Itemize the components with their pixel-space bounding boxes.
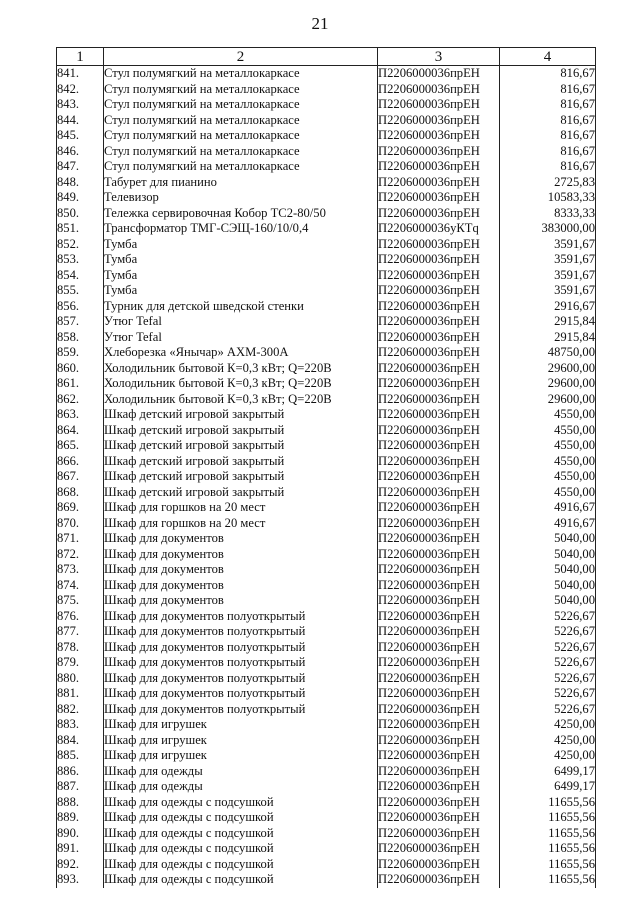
item-price: 4250,00 (500, 748, 596, 764)
item-name: Стул полумягкий на металлокаркасе (104, 128, 378, 144)
item-name: Тумба (104, 237, 378, 253)
item-price: 6499,17 (500, 764, 596, 780)
row-number: 859. (57, 345, 104, 361)
item-code: П2206000036прЕН (378, 454, 500, 470)
item-price: 5226,67 (500, 702, 596, 718)
row-number: 877. (57, 624, 104, 640)
column-header-price: 4 (500, 48, 596, 66)
item-price: 816,67 (500, 66, 596, 82)
item-name: Шкаф для документов (104, 578, 378, 594)
item-price: 4916,67 (500, 516, 596, 532)
item-code: П2206000036прЕН (378, 593, 500, 609)
item-price: 5040,00 (500, 578, 596, 594)
item-name: Стул полумягкий на металлокаркасе (104, 144, 378, 160)
row-number: 851. (57, 221, 104, 237)
item-code: П2206000036прЕН (378, 624, 500, 640)
item-code: П2206000036прЕН (378, 252, 500, 268)
table-row (57, 361, 596, 377)
item-name: Тумба (104, 283, 378, 299)
item-code: П2206000036прЕН (378, 299, 500, 315)
item-price: 2916,67 (500, 299, 596, 315)
row-number: 872. (57, 547, 104, 563)
item-name: Шкаф для документов (104, 593, 378, 609)
item-code: П2206000036прЕН (378, 733, 500, 749)
table-row (57, 841, 596, 857)
table-row (57, 578, 596, 594)
row-number: 857. (57, 314, 104, 330)
row-number: 885. (57, 748, 104, 764)
table-row (57, 733, 596, 749)
table-row (57, 593, 596, 609)
row-number: 841. (57, 66, 104, 82)
item-price: 5040,00 (500, 531, 596, 547)
item-name: Шкаф для одежды с подсушкой (104, 810, 378, 826)
row-number: 871. (57, 531, 104, 547)
item-code: П2206000036прЕН (378, 345, 500, 361)
item-name: Шкаф для документов полуоткрытый (104, 624, 378, 640)
table-row (57, 469, 596, 485)
row-number: 867. (57, 469, 104, 485)
row-number: 863. (57, 407, 104, 423)
table-row (57, 330, 596, 346)
item-name: Шкаф для горшков на 20 мест (104, 516, 378, 532)
table-row (57, 423, 596, 439)
row-number: 890. (57, 826, 104, 842)
item-name: Шкаф для игрушек (104, 733, 378, 749)
row-number: 879. (57, 655, 104, 671)
table-row (57, 283, 596, 299)
table-row (57, 826, 596, 842)
row-number: 873. (57, 562, 104, 578)
table-row (57, 252, 596, 268)
item-name: Шкаф для одежды с подсушкой (104, 795, 378, 811)
table-row (57, 206, 596, 222)
item-price: 3591,67 (500, 237, 596, 253)
row-number: 846. (57, 144, 104, 160)
item-code: П2206000036прЕН (378, 609, 500, 625)
item-price: 4916,67 (500, 500, 596, 516)
table-row (57, 438, 596, 454)
table-row (57, 748, 596, 764)
table-row (57, 407, 596, 423)
item-code: П2206000036прЕН (378, 144, 500, 160)
row-number: 891. (57, 841, 104, 857)
item-name: Шкаф детский игровой закрытый (104, 454, 378, 470)
table-row (57, 144, 596, 160)
row-number: 874. (57, 578, 104, 594)
item-code: П2206000036прЕН (378, 500, 500, 516)
row-number: 853. (57, 252, 104, 268)
item-name: Шкаф для одежды с подсушкой (104, 857, 378, 873)
row-number: 855. (57, 283, 104, 299)
item-code: П2206000036прЕН (378, 841, 500, 857)
item-price: 5226,67 (500, 624, 596, 640)
item-code: П2206000036прЕН (378, 283, 500, 299)
row-number: 866. (57, 454, 104, 470)
table-row (57, 686, 596, 702)
item-code: П2206000036прЕН (378, 268, 500, 284)
item-name: Стул полумягкий на металлокаркасе (104, 113, 378, 129)
table-row (57, 128, 596, 144)
item-name: Турник для детской шведской стенки (104, 299, 378, 315)
row-number: 847. (57, 159, 104, 175)
item-name: Трансформатор ТМГ-СЭЩ-160/10/0,4 (104, 221, 378, 237)
item-code: П2206000036прЕН (378, 330, 500, 346)
table-row (57, 702, 596, 718)
item-price: 3591,67 (500, 283, 596, 299)
table-row (57, 314, 596, 330)
item-code: П2206000036прЕН (378, 640, 500, 656)
row-number: 893. (57, 872, 104, 888)
item-price: 4250,00 (500, 733, 596, 749)
item-code: П2206000036прЕН (378, 702, 500, 718)
item-name: Холодильник бытовой К=0,3 кВт; Q=220В (104, 361, 378, 377)
item-name: Шкаф для одежды с подсушкой (104, 841, 378, 857)
item-code: П2206000036прЕН (378, 438, 500, 454)
item-name: Шкаф для документов полуоткрытый (104, 640, 378, 656)
item-code: П2206000036прЕН (378, 97, 500, 113)
table-row (57, 175, 596, 191)
row-number: 861. (57, 376, 104, 392)
item-code: П2206000036прЕН (378, 779, 500, 795)
table-row (57, 810, 596, 826)
item-code: П2206000036прЕН (378, 748, 500, 764)
item-code: П2206000036прЕН (378, 578, 500, 594)
row-number: 876. (57, 609, 104, 625)
item-code: П2206000036прЕН (378, 128, 500, 144)
item-code: П2206000036прЕН (378, 717, 500, 733)
table-row (57, 221, 596, 237)
table-row (57, 872, 596, 888)
table-row (57, 237, 596, 253)
row-number: 886. (57, 764, 104, 780)
item-code: П2206000036прЕН (378, 190, 500, 206)
row-number: 880. (57, 671, 104, 687)
item-price: 4550,00 (500, 407, 596, 423)
item-code: П2206000036прЕН (378, 66, 500, 82)
item-price: 2725,83 (500, 175, 596, 191)
item-code: П2206000036прЕН (378, 562, 500, 578)
item-code: П2206000036прЕН (378, 82, 500, 98)
item-price: 3591,67 (500, 268, 596, 284)
item-price: 11655,56 (500, 857, 596, 873)
item-code: П2206000036прЕН (378, 469, 500, 485)
table-row (57, 376, 596, 392)
item-name: Шкаф для документов (104, 562, 378, 578)
column-header-code: 3 (378, 48, 500, 66)
item-name: Шкаф детский игровой закрытый (104, 469, 378, 485)
table-row (57, 190, 596, 206)
item-code: П2206000036прЕН (378, 516, 500, 532)
item-price: 5226,67 (500, 686, 596, 702)
table-row (57, 609, 596, 625)
item-price: 8333,33 (500, 206, 596, 222)
row-number: 888. (57, 795, 104, 811)
item-name: Холодильник бытовой К=0,3 кВт; Q=220В (104, 392, 378, 408)
item-price: 816,67 (500, 159, 596, 175)
item-name: Шкаф детский игровой закрытый (104, 438, 378, 454)
item-name: Утюг Tefal (104, 314, 378, 330)
row-number: 845. (57, 128, 104, 144)
row-number: 844. (57, 113, 104, 129)
table-row (57, 671, 596, 687)
row-number: 865. (57, 438, 104, 454)
table-row (57, 857, 596, 873)
column-header-number: 1 (57, 48, 104, 66)
item-price: 11655,56 (500, 795, 596, 811)
row-number: 884. (57, 733, 104, 749)
row-number: 883. (57, 717, 104, 733)
item-price: 816,67 (500, 82, 596, 98)
item-code: П2206000036прЕН (378, 113, 500, 129)
item-price: 48750,00 (500, 345, 596, 361)
item-code: П2206000036прЕН (378, 795, 500, 811)
item-name: Шкаф для одежды с подсушкой (104, 872, 378, 888)
row-number: 878. (57, 640, 104, 656)
item-code: П2206000036прЕН (378, 392, 500, 408)
table-header-row (57, 48, 596, 66)
item-code: П2206000036прЕН (378, 810, 500, 826)
item-code: П2206000036прЕН (378, 857, 500, 873)
item-price: 816,67 (500, 97, 596, 113)
item-price: 816,67 (500, 128, 596, 144)
table-row (57, 299, 596, 315)
row-number: 870. (57, 516, 104, 532)
item-code: П2206000036прЕН (378, 686, 500, 702)
item-price: 5226,67 (500, 609, 596, 625)
item-price: 816,67 (500, 144, 596, 160)
item-price: 29600,00 (500, 361, 596, 377)
item-code: П2206000036прЕН (378, 655, 500, 671)
item-price: 5226,67 (500, 640, 596, 656)
row-number: 862. (57, 392, 104, 408)
table-row (57, 640, 596, 656)
row-number: 852. (57, 237, 104, 253)
item-code: П2206000036уКТq (378, 221, 500, 237)
item-price: 5226,67 (500, 655, 596, 671)
row-number: 849. (57, 190, 104, 206)
item-price: 10583,33 (500, 190, 596, 206)
row-number: 850. (57, 206, 104, 222)
item-name: Табурет для пианино (104, 175, 378, 191)
table-row (57, 97, 596, 113)
item-name: Шкаф для документов (104, 547, 378, 563)
table-row (57, 454, 596, 470)
item-price: 4250,00 (500, 717, 596, 733)
item-name: Шкаф для одежды (104, 764, 378, 780)
item-code: П2206000036прЕН (378, 314, 500, 330)
row-number: 864. (57, 423, 104, 439)
item-name: Тумба (104, 252, 378, 268)
table-row (57, 779, 596, 795)
item-code: П2206000036прЕН (378, 547, 500, 563)
item-code: П2206000036прЕН (378, 175, 500, 191)
item-price: 5040,00 (500, 562, 596, 578)
row-number: 875. (57, 593, 104, 609)
row-number: 892. (57, 857, 104, 873)
table-row (57, 113, 596, 129)
item-price: 4550,00 (500, 438, 596, 454)
row-number: 858. (57, 330, 104, 346)
table-row (57, 516, 596, 532)
item-name: Стул полумягкий на металлокаркасе (104, 82, 378, 98)
item-price: 4550,00 (500, 423, 596, 439)
row-number: 889. (57, 810, 104, 826)
table-row (57, 531, 596, 547)
item-name: Шкаф для документов полуоткрытый (104, 655, 378, 671)
item-code: П2206000036прЕН (378, 407, 500, 423)
row-number: 860. (57, 361, 104, 377)
table-row (57, 717, 596, 733)
table-row (57, 268, 596, 284)
item-name: Утюг Tefal (104, 330, 378, 346)
item-code: П2206000036прЕН (378, 671, 500, 687)
inventory-table (56, 47, 596, 888)
item-code: П2206000036прЕН (378, 764, 500, 780)
item-name: Холодильник бытовой К=0,3 кВт; Q=220В (104, 376, 378, 392)
item-price: 4550,00 (500, 485, 596, 501)
row-number: 843. (57, 97, 104, 113)
row-number: 887. (57, 779, 104, 795)
row-number: 881. (57, 686, 104, 702)
item-name: Шкаф для одежды с подсушкой (104, 826, 378, 842)
row-number: 882. (57, 702, 104, 718)
item-name: Шкаф для игрушек (104, 717, 378, 733)
item-code: П2206000036прЕН (378, 237, 500, 253)
table-row (57, 655, 596, 671)
item-code: П2206000036прЕН (378, 531, 500, 547)
table-row (57, 500, 596, 516)
item-price: 11655,56 (500, 810, 596, 826)
item-name: Тележка сервировочная Кобор ТС2-80/50 (104, 206, 378, 222)
row-number: 869. (57, 500, 104, 516)
item-code: П2206000036прЕН (378, 485, 500, 501)
table-row (57, 547, 596, 563)
row-number: 848. (57, 175, 104, 191)
item-price: 29600,00 (500, 392, 596, 408)
table-row (57, 66, 596, 82)
item-price: 3591,67 (500, 252, 596, 268)
table-row (57, 392, 596, 408)
item-code: П2206000036прЕН (378, 872, 500, 888)
item-name: Шкаф для документов полуоткрытый (104, 609, 378, 625)
item-name: Шкаф для одежды (104, 779, 378, 795)
item-price: 383000,00 (500, 221, 596, 237)
item-name: Стул полумягкий на металлокаркасе (104, 66, 378, 82)
item-name: Шкаф для документов полуоткрытый (104, 671, 378, 687)
item-code: П2206000036прЕН (378, 423, 500, 439)
item-name: Шкаф детский игровой закрытый (104, 485, 378, 501)
item-name: Стул полумягкий на металлокаркасе (104, 97, 378, 113)
table-body (57, 66, 596, 888)
row-number: 842. (57, 82, 104, 98)
table-row (57, 159, 596, 175)
item-name: Хлеборезка «Янычар» АХМ-300А (104, 345, 378, 361)
row-number: 868. (57, 485, 104, 501)
item-name: Шкаф для горшков на 20 мест (104, 500, 378, 516)
table-row (57, 795, 596, 811)
item-price: 2915,84 (500, 314, 596, 330)
item-name: Шкаф для документов (104, 531, 378, 547)
item-price: 11655,56 (500, 841, 596, 857)
item-price: 4550,00 (500, 469, 596, 485)
item-code: П2206000036прЕН (378, 376, 500, 392)
table-row (57, 562, 596, 578)
row-number: 854. (57, 268, 104, 284)
item-price: 5226,67 (500, 671, 596, 687)
item-price: 2915,84 (500, 330, 596, 346)
item-code: П2206000036прЕН (378, 206, 500, 222)
page-number: 21 (311, 14, 329, 33)
row-number: 856. (57, 299, 104, 315)
table-row (57, 624, 596, 640)
item-code: П2206000036прЕН (378, 361, 500, 377)
item-name: Тумба (104, 268, 378, 284)
item-code: П2206000036прЕН (378, 826, 500, 842)
table-row (57, 82, 596, 98)
item-price: 29600,00 (500, 376, 596, 392)
item-price: 5040,00 (500, 593, 596, 609)
item-price: 6499,17 (500, 779, 596, 795)
table-row (57, 485, 596, 501)
item-name: Шкаф для документов полуоткрытый (104, 686, 378, 702)
item-name: Телевизор (104, 190, 378, 206)
column-header-name: 2 (104, 48, 378, 66)
item-price: 11655,56 (500, 872, 596, 888)
item-name: Шкаф для документов полуоткрытый (104, 702, 378, 718)
item-price: 4550,00 (500, 454, 596, 470)
item-price: 5040,00 (500, 547, 596, 563)
item-name: Шкаф для игрушек (104, 748, 378, 764)
item-name: Шкаф детский игровой закрытый (104, 407, 378, 423)
item-name: Шкаф детский игровой закрытый (104, 423, 378, 439)
item-price: 816,67 (500, 113, 596, 129)
item-price: 11655,56 (500, 826, 596, 842)
item-name: Стул полумягкий на металлокаркасе (104, 159, 378, 175)
item-code: П2206000036прЕН (378, 159, 500, 175)
table-row (57, 345, 596, 361)
table-row (57, 764, 596, 780)
